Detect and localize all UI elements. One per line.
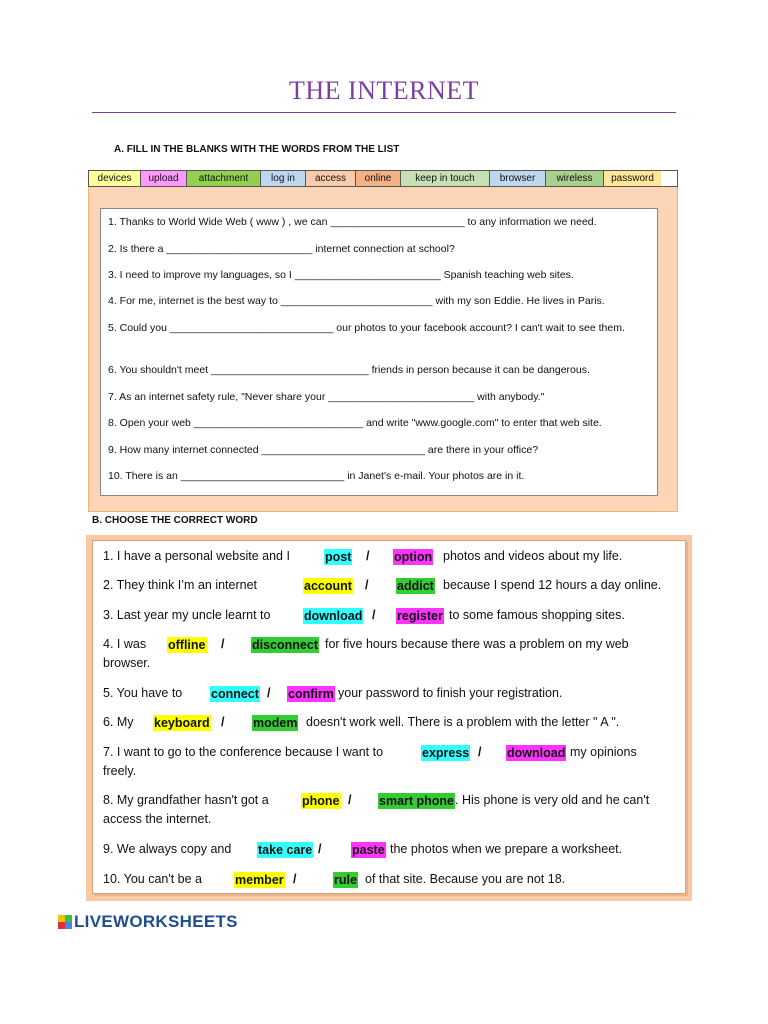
word-bank-item: online <box>356 171 401 186</box>
choice-option[interactable]: option <box>394 550 433 564</box>
fill-blank-question: 7. As an internet safety rule, "Never share your _________________________ with anybody." <box>108 391 545 403</box>
choice-question-end: to some famous shopping sites. <box>449 608 625 622</box>
fill-blank-question: 2. Is there a _________________________ internet connection at school? <box>108 243 455 255</box>
choice-question-end: . His phone is very old and he can't <box>455 793 650 807</box>
fill-blank-question: 8. Open your web _____________________________ and write "www.google.com" to enter that web site. <box>108 417 602 429</box>
choice-option[interactable]: rule <box>334 873 357 887</box>
logo-text: LIVEWORKSHEETS <box>74 912 238 931</box>
choice-option[interactable]: paste <box>352 843 385 857</box>
choice-question: 1. I have a personal website and I <box>103 549 290 563</box>
choice-option[interactable]: member <box>235 873 284 887</box>
choice-separator: / <box>365 578 369 592</box>
choice-question-end: doesn't work well. There is a problem with the letter " A ". <box>306 715 620 729</box>
fill-blank-question: 3. I need to improve my languages, so I _________________________ Spanish teaching web sites. <box>108 269 574 281</box>
liveworksheets-logo-icon <box>58 915 72 929</box>
choice-question: 4. I was <box>103 637 147 651</box>
choice-question-end: for five hours because there was a problem on my web <box>325 637 629 651</box>
choice-question-end: the photos when we prepare a worksheet. <box>390 842 623 856</box>
word-bank-item: log in <box>261 171 306 186</box>
choice-separator: / <box>267 686 271 700</box>
choice-option[interactable]: modem <box>253 716 298 730</box>
choice-question-end: your password to finish your registration. <box>338 686 563 700</box>
choice-option[interactable]: post <box>325 550 352 564</box>
choice-question: 9. We always copy and <box>103 842 232 856</box>
choice-option[interactable]: confirm <box>288 687 334 701</box>
choice-option[interactable]: disconnect <box>252 638 318 652</box>
choice-question-continuation: browser. <box>103 656 151 670</box>
choice-separator: / <box>348 793 352 807</box>
choice-separator: / <box>293 872 297 886</box>
choice-question-continuation: freely. <box>103 764 137 778</box>
choice-option[interactable]: phone <box>302 794 340 808</box>
choice-question: 5. You have to <box>103 686 183 700</box>
choice-question-end: because I spend 12 hours a day online. <box>443 578 662 592</box>
fill-blank-question: 6. You shouldn't meet ___________________________ friends in person because it can be dangerous. <box>108 364 590 376</box>
title-divider <box>92 112 676 113</box>
word-bank-item: keep in touch <box>401 171 490 186</box>
choice-option[interactable]: smart phone <box>379 794 455 808</box>
choice-option[interactable]: account <box>304 579 352 593</box>
fill-blank-question: 9. How many internet connected ____________________________ are there in your office? <box>108 444 539 456</box>
word-bank-item: password <box>604 171 661 186</box>
liveworksheets-logo[interactable] <box>58 912 238 932</box>
choice-option[interactable]: register <box>397 609 443 623</box>
choice-option[interactable]: offline <box>168 638 206 652</box>
choice-separator: / <box>221 715 225 729</box>
choice-question-end: my opinions <box>570 745 637 759</box>
fill-blank-question: 4. For me, internet is the best way to __________________________ with my son Eddie. He lives in Paris. <box>108 295 605 307</box>
choice-separator: / <box>221 637 225 651</box>
word-bank-item: devices <box>89 171 141 186</box>
word-bank-item: upload <box>141 171 187 186</box>
choice-option[interactable]: express <box>422 746 470 760</box>
choice-question-continuation: access the internet. <box>103 812 212 826</box>
choice-option[interactable]: addict <box>397 579 434 593</box>
page-title: THE INTERNET <box>288 76 480 105</box>
choice-question: 3. Last year my uncle learnt to <box>103 608 271 622</box>
choice-question: 2. They think I’m an internet <box>103 578 258 592</box>
choice-separator: / <box>318 842 322 856</box>
choice-question: 7. I want to go to the conference because I want to <box>103 745 384 759</box>
choice-question: 6. My <box>103 715 134 729</box>
choice-question-end: photos and videos about my life. <box>443 549 623 563</box>
fill-blank-question: 10. There is an ____________________________ in Janet's e-mail. Your photos are in it. <box>108 470 525 482</box>
word-bank-item: attachment <box>187 171 261 186</box>
section-a-heading: A. FILL IN THE BLANKS WITH THE WORDS FROM THE LIST <box>114 144 400 155</box>
word-bank-item: wireless <box>546 171 604 186</box>
choice-separator: / <box>366 549 370 563</box>
choice-option[interactable]: take care <box>258 843 313 857</box>
word-bank-item: access <box>306 171 356 186</box>
choice-option[interactable]: download <box>507 746 566 760</box>
word-bank-item: browser <box>490 171 546 186</box>
choice-question-end: of that site. Because you are not 18. <box>365 872 566 886</box>
choice-separator: / <box>478 745 482 759</box>
choice-question: 8. My grandfather hasn't got a <box>103 793 269 807</box>
fill-blank-question: 5. Could you ____________________________ our photos to your facebook account? I can't wait to see them. <box>108 322 625 334</box>
choice-option[interactable]: connect <box>211 687 259 701</box>
fill-blank-question: 1. Thanks to World Wide Web ( www ) , we can _______________________ to any information we need. <box>108 216 597 228</box>
choice-question: 10. You can't be a <box>103 872 203 886</box>
word-bank <box>88 170 678 187</box>
choice-option[interactable]: keyboard <box>154 716 210 730</box>
choice-option[interactable]: download <box>304 609 363 623</box>
choice-separator: / <box>372 608 376 622</box>
section-b-heading: B. CHOOSE THE CORRECT WORD <box>92 515 258 526</box>
